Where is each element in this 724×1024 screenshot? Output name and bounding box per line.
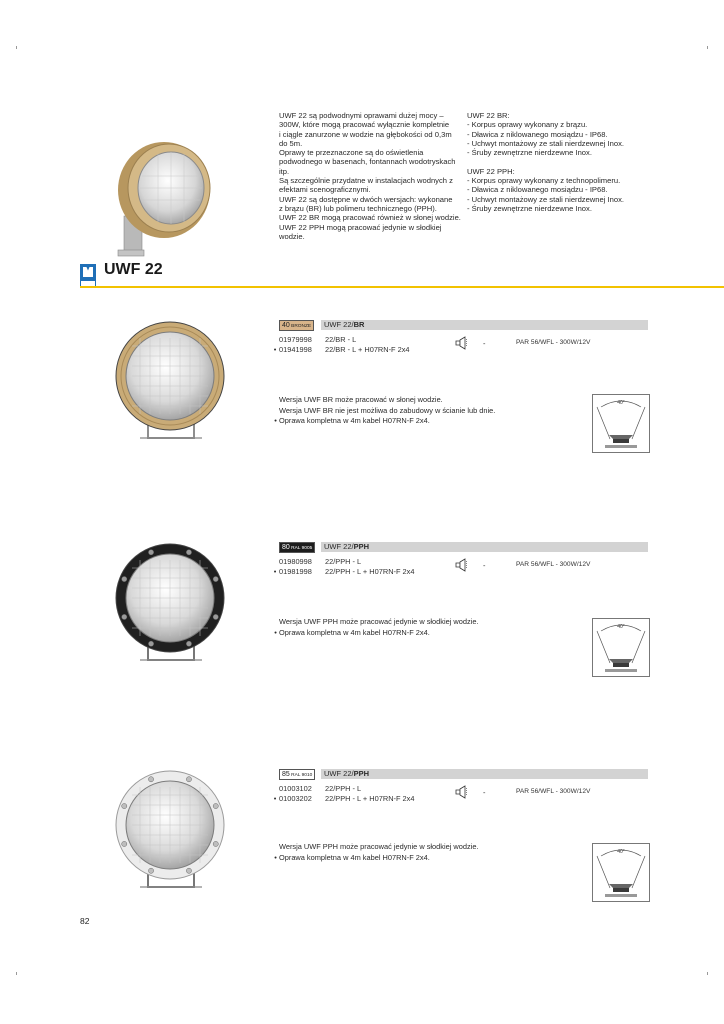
- product-image: [110, 538, 230, 668]
- bullet: •: [274, 416, 277, 425]
- article-code: 01941998: [279, 345, 312, 354]
- product-code-row: [271, 794, 414, 803]
- article-description: 22/PPH - L + H07RN-F 2x4: [325, 794, 415, 803]
- intro-line: z brązu (BR) lub polimeru technicznego (PPH).: [279, 203, 437, 213]
- product-code-row: [271, 335, 356, 344]
- intro-line: - Korpus oprawy wykonany z brązu.: [467, 120, 588, 130]
- crop-mark: [16, 46, 17, 49]
- beam-angle-diagram: [593, 395, 649, 452]
- bullet: •: [273, 345, 277, 354]
- product-name-variant: BR: [353, 320, 365, 329]
- intro-line: efektami scenograficznymi.: [279, 185, 371, 195]
- intro-line: - Uchwyt montażowy ze stali nierdzewnej Inox.: [467, 194, 624, 204]
- intro-description-left: [279, 111, 461, 241]
- bullet: •: [274, 627, 277, 637]
- bullet: •: [273, 567, 277, 576]
- page-title: UWF 22: [104, 261, 163, 278]
- intro-line: - Śruby zewnętrzne nierdzewne Inox.: [467, 148, 592, 158]
- screw-icon: [186, 550, 191, 555]
- crop-mark: [707, 46, 708, 49]
- note-line: [272, 395, 495, 406]
- screw-icon: [213, 576, 218, 581]
- color-code-name: BRONZE: [289, 324, 312, 329]
- article-code: 01981998: [279, 567, 312, 576]
- product-name-bar: [321, 769, 648, 779]
- color-code-number: 80: [282, 544, 290, 551]
- screw-icon: [122, 803, 127, 808]
- screw-icon: [122, 841, 127, 846]
- intro-line: - Dławica z niklowanego mosiądzu - IP68.: [467, 129, 608, 139]
- bullet: •: [273, 794, 277, 803]
- screw-icon: [213, 803, 218, 808]
- lamp-icon-wrap: [454, 336, 468, 350]
- intro-line: UWF 22 są podwodnymi oprawami dużej mocy –: [279, 111, 444, 120]
- note-text: Wersja UWF BR nie jest możliwa do zabudowy w ścianie lub dnie.: [279, 405, 496, 415]
- intro-line: do 5m.: [279, 138, 303, 148]
- intro-line: UWF 22 BR:: [467, 111, 510, 120]
- intro-line: UWF 22 BR mogą pracować również w słonej wodzie.: [279, 213, 461, 223]
- intro-line: - Dławica z niklowanego mosiądzu - IP68.: [467, 185, 608, 195]
- intro-line: UWF 22 PPH:: [467, 166, 515, 176]
- product-section-pph-80: [0, 542, 724, 752]
- beam-angle-label: 40°: [617, 400, 625, 406]
- dash-value: -: [483, 788, 486, 797]
- lamp-icon-wrap: [454, 558, 468, 572]
- screw-icon: [122, 614, 127, 619]
- screw-icon: [186, 777, 191, 782]
- intro-line: wodzie.: [279, 231, 305, 241]
- product-section-br-40: [0, 320, 724, 530]
- product-code-row: [271, 557, 361, 566]
- article-code: 01980998: [279, 557, 312, 566]
- intro-line: [467, 157, 624, 166]
- product-name-bar: [321, 320, 648, 330]
- product-name-variant: PPH: [353, 769, 370, 778]
- lamp-icon-wrap: [454, 785, 468, 799]
- page-number: 82: [80, 916, 90, 926]
- color-code-badge: [279, 320, 314, 331]
- product-name-prefix: UWF 22/: [324, 769, 354, 778]
- note-text: Oprawa kompletna w 4m kabel H07RN-F 2x4.: [279, 627, 430, 637]
- lamp-type: PAR 56/WFL - 300W/12V: [516, 339, 591, 346]
- intro-line: UWF 22 są dostępne w dwóch wersjach: wykonane: [279, 194, 453, 204]
- product-notes: [272, 617, 478, 638]
- intro-line: Są szczególnie przydatne w instalacjach wodnych z: [279, 176, 453, 186]
- product-name-bar: [321, 542, 648, 552]
- beam-angle-label: 40°: [617, 624, 625, 630]
- article-code: 01003202: [279, 794, 312, 803]
- intro-line: - Korpus oprawy wykonany z technopolimeru.: [467, 176, 621, 186]
- title-underline: [80, 286, 724, 288]
- note-text: Wersja UWF BR może pracować w słonej wodzie.: [279, 395, 443, 404]
- beam-diagram-box: [592, 843, 650, 902]
- article-code: 01003102: [279, 784, 312, 793]
- lamp-icon: [454, 558, 468, 572]
- note-text: Wersja UWF PPH może pracować jedynie w słodkiej wodzie.: [279, 842, 479, 851]
- article-description: 22/PPH - L: [325, 557, 362, 566]
- screw-icon: [148, 550, 153, 555]
- screw-icon: [148, 777, 153, 782]
- product-notes: [272, 842, 478, 863]
- screw-icon: [148, 868, 153, 873]
- product-name-prefix: UWF 22/: [324, 320, 354, 329]
- product-name-variant: PPH: [353, 542, 370, 551]
- lamp-type: PAR 56/WFL - 300W/12V: [516, 561, 591, 568]
- beam-angle-diagram: [593, 844, 649, 901]
- product-image-uwf22-header: [112, 138, 212, 262]
- note-line: [272, 617, 478, 628]
- beam-diagram-box: [592, 618, 650, 677]
- color-code-badge: [279, 542, 315, 553]
- dash-value: -: [483, 339, 486, 348]
- product-code-row: [271, 345, 410, 354]
- lamp-icon: [454, 336, 468, 350]
- note-text: Oprawa kompletna w 4m kabel H07RN-F 2x4.: [279, 852, 430, 862]
- product-notes: [272, 395, 495, 427]
- product-section-pph-85: [0, 769, 724, 979]
- color-code-badge: [279, 769, 315, 780]
- product-name-prefix: UWF 22/: [324, 542, 354, 551]
- dash-value: -: [483, 561, 486, 570]
- intro-line: 300W, które mogą pracować wyłącznie kompletnie: [279, 120, 450, 130]
- intro-specs-right: [467, 111, 624, 213]
- intro-line: - Śruby zewnętrzne nierdzewne Inox.: [467, 203, 592, 213]
- screw-icon: [213, 614, 218, 619]
- article-description: 22/BR - L: [325, 335, 357, 344]
- intro-line: Oprawy te przeznaczone są do oświetlenia: [279, 148, 424, 158]
- intro-line: i ciągle zanurzone w wodzie na głębokości od 0,3m: [279, 129, 452, 139]
- product-code-row: [271, 784, 361, 793]
- article-description: 22/PPH - L: [325, 784, 362, 793]
- screw-icon: [213, 841, 218, 846]
- article-description: 22/BR - L + H07RN-F 2x4: [325, 345, 410, 354]
- screw-icon: [148, 641, 153, 646]
- note-line: [272, 628, 478, 639]
- note-line: [272, 842, 478, 853]
- article-code: 01979998: [279, 335, 312, 344]
- screw-icon: [186, 868, 191, 873]
- lamp-icon: [454, 785, 468, 799]
- intro-line: - Uchwyt montażowy ze stali nierdzewnej Inox.: [467, 138, 624, 148]
- bullet: •: [274, 852, 277, 862]
- intro-line: podwodnego w basenach, fontannach wodotryskach: [279, 157, 456, 167]
- screw-icon: [122, 576, 127, 581]
- note-line: [272, 406, 495, 417]
- color-code-name: RAL 9010: [289, 773, 313, 778]
- lamp-type: PAR 56/WFL - 300W/12V: [516, 788, 591, 795]
- brand-logo: [80, 264, 96, 288]
- product-image: [110, 316, 230, 446]
- screw-icon: [186, 641, 191, 646]
- intro-line: UWF 22 PPH mogą pracować jedynie w słodkiej: [279, 222, 442, 232]
- note-line: [272, 416, 495, 427]
- color-code-number: 85: [282, 771, 290, 778]
- intro-line: itp.: [279, 166, 290, 176]
- beam-diagram-box: [592, 394, 650, 453]
- beam-angle-label: 40°: [617, 849, 625, 855]
- color-code-number: 40: [282, 322, 290, 329]
- note-line: [272, 853, 478, 864]
- beam-angle-diagram: [593, 619, 649, 676]
- product-code-row: [271, 567, 414, 576]
- note-text: Oprawa kompletna w 4m kabel H07RN-F 2x4.: [279, 416, 430, 425]
- note-text: Wersja UWF PPH może pracować jedynie w słodkiej wodzie.: [279, 617, 479, 626]
- product-image: [110, 765, 230, 895]
- color-code-name: RAL 9005: [289, 546, 313, 551]
- article-description: 22/PPH - L + H07RN-F 2x4: [325, 567, 415, 576]
